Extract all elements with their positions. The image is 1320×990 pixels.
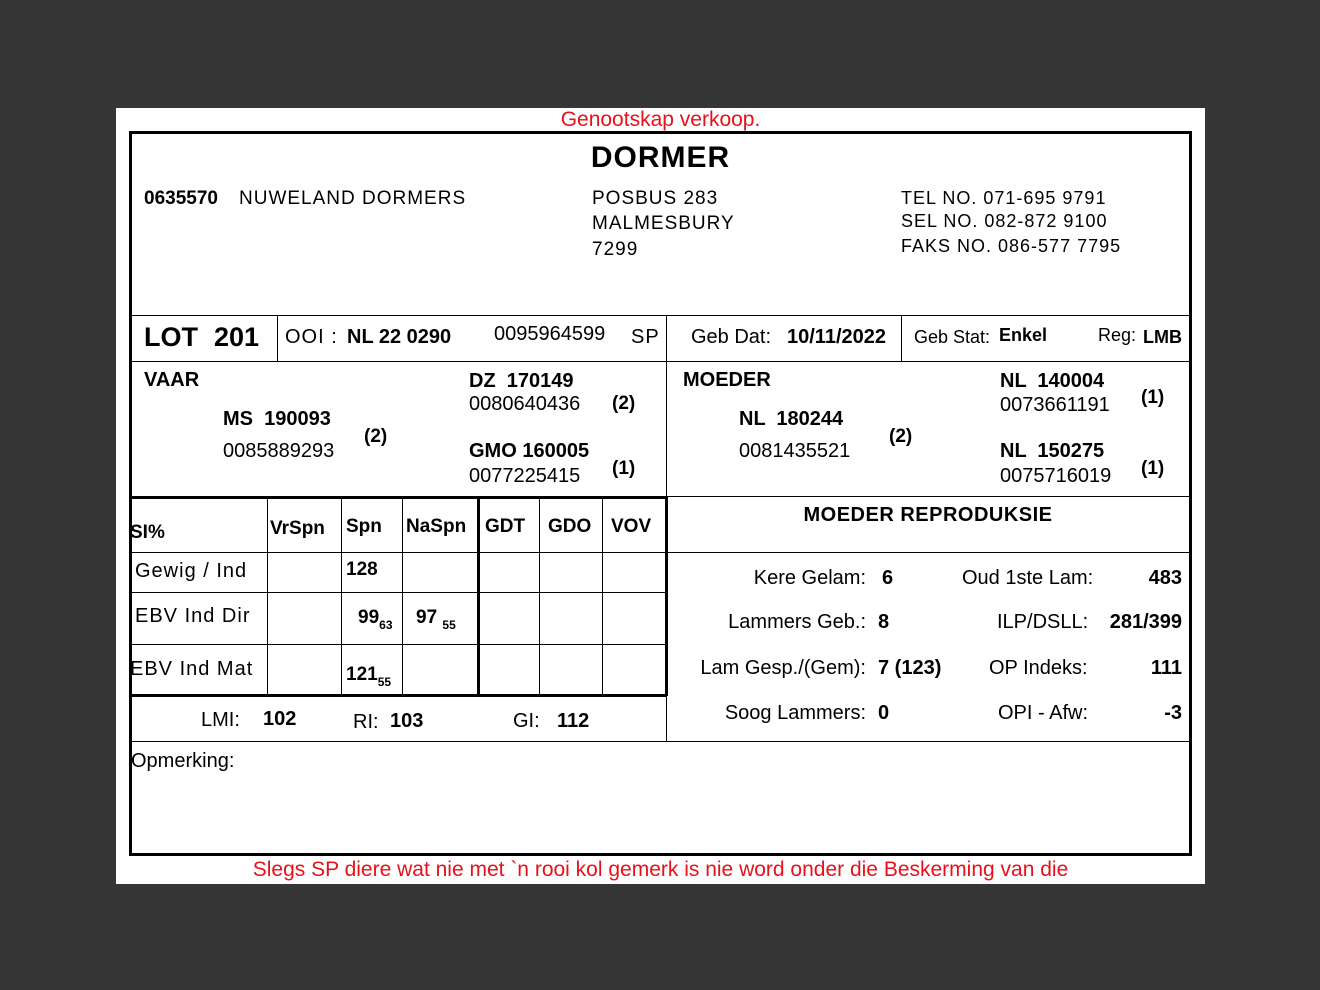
repro-label: Kere Gelam: [753,567,866,589]
repro-label: Soog Lammers: [724,702,866,724]
frame-bottom [129,853,1192,856]
birth-date-label: Geb Dat: [691,326,772,348]
perf-row-spn: 128 [346,559,378,580]
breeder-name: NUWELAND DORMERS [239,188,467,209]
repro-value: -3 [1164,702,1182,724]
perf-row-label: EBV Ind Dir [135,605,251,627]
line-perf-v5 [539,499,540,695]
line-perf-top [130,496,667,499]
sex-label: OOI : [285,326,338,348]
perf-row-spn [358,607,393,632]
lmi-value: 102 [263,708,297,730]
perf-row-spn-value: 121 [346,664,378,685]
repro-value: 281/399 [1109,611,1182,633]
line-perf-v4 [477,499,480,695]
address-line-3: 7299 [592,239,639,260]
perf-header-spn: Spn [346,516,382,537]
ri-value: 103 [390,710,424,732]
repro-value: 483 [1148,567,1182,589]
line-repro-header [666,552,1190,553]
gi-value: 112 [557,710,590,732]
lot-card [116,108,1205,884]
sire-number: 0085889293 [223,440,335,462]
line-perf-row2 [130,644,667,645]
dam-count: (2) [889,426,913,447]
perf-row-label: Gewig / Ind [135,560,248,582]
sire-id: MS 190093 [223,408,331,430]
repro-label: Lammers Geb.: [728,611,866,633]
repro-value: 8 [878,611,890,633]
line-lot-v3 [901,315,902,361]
line-perf-v1 [267,499,268,695]
repro-value: 7 (123) [878,657,942,679]
perf-row-naspn-sub: 55 [442,618,456,632]
line-perf-header [130,552,667,553]
dam-sire-id: NL 140004 [1000,370,1105,392]
phone-tel: TEL NO. 071-695 9791 [901,188,1107,208]
dam-number: 0081435521 [739,440,851,462]
dam-sire-number: 0073661191 [1000,394,1110,416]
sire-dam-count: (1) [612,458,636,479]
repro-value: 111 [1150,657,1182,679]
gi-label: GI: [513,710,540,732]
perf-header-vov: VOV [611,516,652,537]
frame-right [1189,131,1192,856]
frame-top [129,131,1192,134]
animal-reg-number: 0095964599 [494,323,606,345]
repro-value: 6 [882,567,894,589]
repro-label: ILP/DSLL: [997,611,1089,633]
dam-id: NL 180244 [739,408,844,430]
perf-header-vrspn: VrSpn [270,518,325,539]
sire-sire-id: DZ 170149 [469,370,574,392]
animal-grade: SP [631,326,660,348]
phone-fax: FAKS NO. 086-577 7795 [901,236,1122,256]
perf-header-si: SI% [130,522,165,543]
perf-row-spn-sub: 63 [379,618,393,632]
line-perf-row1 [130,592,667,593]
dam-sire-count: (1) [1141,387,1165,408]
perf-row-naspn [416,607,456,632]
sire-sire-count: (2) [612,393,636,414]
repro-value: 0 [878,702,890,724]
lot-label: LOT [144,322,198,352]
lot-number: 201 [214,322,260,352]
birth-date: 10/11/2022 [787,326,886,348]
dam-dam-number: 0075716019 [1000,465,1112,487]
perf-row-label: EBV Ind Mat [130,658,254,680]
reproduction-title: MOEDER REPRODUKSIE [803,504,1053,526]
perf-row-spn [346,664,391,689]
breed-title: DORMER [590,141,731,174]
line-lot-v1 [277,315,278,361]
line-perf-bottom [130,694,667,697]
perf-row-spn-sub: 55 [377,675,392,689]
perf-row-spn-value: 99 [358,607,380,628]
reg-label: Reg: [1098,325,1137,345]
repro-label: OP Indeks: [989,657,1088,679]
repro-label: OPI - Afw: [998,702,1089,724]
line-lot-v2 [666,315,667,361]
line-perf-v6 [602,499,603,695]
remarks-label: Opmerking: [131,750,235,772]
breeder-id: 0635570 [144,188,218,209]
phone-cell: SEL NO. 082-872 9100 [901,211,1108,231]
birth-status-label: Geb Stat: [914,327,991,347]
frame-left [129,131,132,856]
line-lot-top [130,315,1190,316]
dam-label: MOEDER [683,369,771,391]
perf-header-gdo: GDO [548,516,592,537]
sire-sire-number: 0080640436 [469,393,581,415]
sire-label: VAAR [144,369,200,391]
reg-value: LMB [1143,327,1182,347]
line-indices-bottom [130,741,1190,742]
lmi-label: LMI: [201,709,240,731]
sire-dam-number: 0077225415 [469,465,581,487]
line-lot-bottom [130,361,1190,362]
perf-row-naspn-value: 97 [416,607,438,628]
header-note: Genootskap verkoop. [560,108,761,131]
repro-label: Lam Gesp./(Gem): [700,657,866,679]
sire-count: (2) [364,426,388,447]
address-line-2: MALMESBURY [592,213,735,234]
ri-label: RI: [353,711,379,733]
repro-label: Oud 1ste Lam: [962,567,1094,589]
line-perf-v3 [402,499,403,695]
address-line-1: POSBUS 283 [592,188,719,209]
line-perf-v2 [341,499,342,695]
dam-dam-id: NL 150275 [1000,440,1105,462]
dam-dam-count: (1) [1141,458,1165,479]
animal-id: NL 22 0290 [347,326,452,348]
perf-header-gdt: GDT [485,516,526,537]
birth-status: Enkel [999,325,1048,345]
perf-header-naspn: NaSpn [406,516,467,537]
sire-dam-id: GMO 160005 [469,440,590,462]
footer-note: Slegs SP diere wat nie met `n rooi kol gemerk is nie word onder die Beskerming van die [252,858,1069,881]
line-pedigree-bottom [666,496,1190,497]
